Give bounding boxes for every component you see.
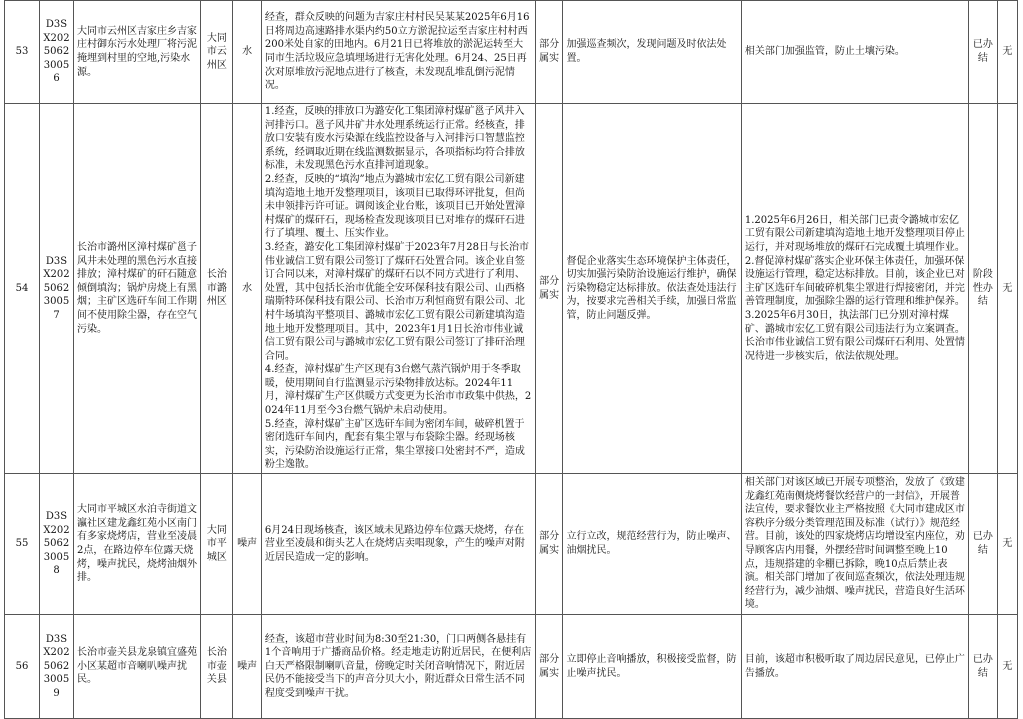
administrative-area: 长治市壶关县 bbox=[201, 615, 233, 719]
rectification-progress bbox=[741, 104, 968, 474]
completion-status: 阶段性办结 bbox=[969, 104, 998, 474]
case-code: D3SX202506230058 bbox=[40, 474, 74, 615]
row-number: 53 bbox=[5, 1, 40, 104]
rectification-progress bbox=[741, 474, 968, 615]
investigation-result-paragraph: 经查，该超市营业时间为8:30至21:30，门口两侧各悬挂有1个音响用于广播商品价格。经走地走访附近居民，在便利店白天严格限制喇叭音量，傍晚定时关闭音响情况下，附近居民仍不能接受当下的声音分贝大小，附近群众日常生活不同程度受到噪声干扰。 bbox=[264, 633, 532, 699]
rectification-progress-paragraph: 目前，该超市积极听取了周边居民意见，已停止广告播放。 bbox=[744, 653, 965, 679]
rectification-progress-paragraph: 相关部门对该区域已开展专项整治，发放了《致建龙鑫红苑南侧烧烤餐饮经营户的一封信》，开展普法宣传，要求餐饮业主严格按照《大同市建成区市容秩序分级分类管理范围及标准（试行）》规范经营。目前，该处的四家烧烤店均增设室内座位，劝导顾客店内用餐，外摆经营时间调整至晚上10点，违规搭建的伞棚已拆除，晚10点后禁止表演。相关部门增加了夜间巡查频次，依法处理违规经营行为，减少油烟、噪声扰民，营造良好生活环境。 bbox=[744, 477, 965, 611]
investigation-result bbox=[261, 104, 535, 474]
rectification-progress-paragraph: 1.2025年6月26日，相关部门已责令潞城市宏亿工贸有限公司新建填沟造地土地开发整理项目停止运行，并对现场堆放的煤矸石完成覆土填埋作业。 bbox=[744, 214, 965, 253]
investigation-result bbox=[261, 615, 535, 719]
case-code: D3SX202506230057 bbox=[40, 104, 74, 474]
row-number: 54 bbox=[5, 104, 40, 474]
verification-status: 部分属实 bbox=[535, 1, 563, 104]
handling-measure: 加强巡查频次，发现问题及时依法处置。 bbox=[563, 1, 741, 104]
rectification-progress-paragraph: 2.督促漳村煤矿落实企业环保主体责任，加强环保设施运行管理，稳定达标排放。目前，该企业已对主矿区选矸车间破碎机集尘罩进行焊接密闭，并完善管理制度，加强除尘器的运行管理和维护保养。 bbox=[744, 255, 965, 308]
case-code: D3SX202506230056 bbox=[40, 1, 74, 104]
investigation-result bbox=[261, 1, 535, 104]
verification-status: 部分属实 bbox=[535, 104, 563, 474]
handling-measure: 立行立改，规范经营行为，防止噪声、油烟扰民。 bbox=[563, 474, 741, 615]
rectification-progress bbox=[741, 615, 968, 719]
investigation-result-paragraph: 6月24日现场核查，该区域未见路边停车位露天烧烤，存在营业至凌晨和街头艺人在烧烤店卖唱现象，产生的噪声对附近居民造成一定的影响。 bbox=[264, 524, 525, 563]
investigation-result bbox=[261, 474, 535, 615]
accountability: 无 bbox=[997, 104, 1017, 474]
complaint-content: 长治市潞州区漳村煤矿邕子风井未处理的黑色污水直接排放；漳村煤矿的矸石随意倾倒填沟；锅炉房烧上有黑烟；主矿区选矸车间工作期间不使用除尘器，存在空气污染。 bbox=[74, 104, 201, 474]
table-row bbox=[5, 474, 1018, 615]
pollution-type: 水 bbox=[233, 104, 262, 474]
investigation-result-paragraph: 2.经查，反映的“填沟”地点为潞城市宏亿工贸有限公司新建填沟造地土地开发整理项目，该项目已取得环评批复，但尚未申领排污许可证。调阅该企业台账，该项目已开始处置漳村煤矿的煤矸石，现场检查发现该项目已对堆存的煤矸石进行了填埋、覆土、压实作业。 bbox=[264, 173, 525, 240]
investigation-result-paragraph: 3.经查，潞安化工集团漳村煤矿于2023年7月28日与长治市伟业诚信工贸有限公司签订了煤矸石处置合同。该企业自签订合同以来，对漳村煤矿的煤矸石以不同方式进行了利用、处置，其中包括长治市优能全安环保科技有限公司、山西格瑞斯特环保科技有限公司、长治市万利恒商贸有限公司、北村牛场填沟平整项目、潞城市宏亿工贸有限公司新建填沟造地土地开发整理项目。其中，2023年1月1日长治市伟业诚信工贸有限公司与潞城市宏亿工贸有限公司签订了排矸治理合同。 bbox=[264, 241, 529, 362]
completion-status: 已办结 bbox=[969, 474, 998, 615]
rectification-progress-paragraph: 相关部门加强监管，防止土壤污染。 bbox=[744, 46, 905, 58]
accountability: 无 bbox=[997, 1, 1017, 104]
handling-measure: 立即停止音响播放，积极接受监督，防止噪声扰民。 bbox=[563, 615, 741, 719]
table-row bbox=[5, 1, 1018, 104]
complaint-content: 长治市壶关县龙泉镇宜盛苑小区某超市音喇叭噪声扰民。 bbox=[74, 615, 201, 719]
table-row bbox=[5, 615, 1018, 719]
accountability: 无 bbox=[997, 615, 1017, 719]
row-number: 55 bbox=[5, 474, 40, 615]
completion-status: 已办结 bbox=[969, 1, 998, 104]
investigation-result-paragraph: 经查，群众反映的问题为吉家庄村村民吴某某2025年6月16日将周边高速路排水渠内约50立方淤泥拉运至吉家庄村村西200米处自家的田地内。6月21日已将堆放的淤泥运转至大同市生活垃圾应急填埋场进行无害化处理。6月24、25日再次对原堆放污泥地点进行了核查，未发现乱堆乱倒污泥情况。 bbox=[264, 12, 530, 92]
rectification-progress-paragraph: 3.2025年6月30日，执法部门已分别对漳村煤矿、潞城市宏亿工贸有限公司违法行为立案调查。长治市伟业诚信工贸有限公司煤矸石利用、处置情况待进一步核实后，依法依规处理。 bbox=[744, 309, 965, 362]
complaint-content: 大同市云州区吉家庄乡吉家庄村御东污水处理厂将污泥掩埋到村里的空地,污染水源。 bbox=[74, 1, 201, 104]
investigation-result-paragraph: 4.经查，漳村煤矿生产区现有3台燃气蒸汽锅炉用于冬季取暖，使用期间自行监测显示污染物排放达标。2024年11月，漳村煤矿生产区供暖方式变更为长治市市政集中供热，2024年11月至今3台燃气锅炉未启动使用。 bbox=[264, 364, 532, 417]
pollution-type: 水 bbox=[233, 1, 262, 104]
investigation-result-paragraph: 5.经查，漳村煤矿主矿区选矸车间为密闭车间，破碎机置于密闭选矸车间内，配套有集尘罩与布袋除尘器。经现场核实，污染防治设施运行正常，集尘罩接口处密封不严，造成粉尘逸散。 bbox=[264, 418, 525, 471]
completion-status: 已办结 bbox=[969, 615, 998, 719]
administrative-area: 长治市潞州区 bbox=[201, 104, 233, 474]
complaint-table bbox=[4, 0, 1018, 719]
verification-status: 部分属实 bbox=[535, 474, 563, 615]
administrative-area: 大同市平城区 bbox=[201, 474, 233, 615]
case-code: D3SX202506230059 bbox=[40, 615, 74, 719]
accountability: 无 bbox=[997, 474, 1017, 615]
investigation-result-paragraph: 1.经查，反映的排放口为潞安化工集团漳村煤矿邕子风井入河排污口。邕子风井矿井水处理系统运行正常。经核查，排放口安装有废水污染源在线监控设备与入河排污口智慧监控系统，经调取近期在线监测数据显示，各项指标均符合排放标准，未发现黑色污水直排河道现象。 bbox=[264, 106, 525, 172]
pollution-type: 噪声 bbox=[233, 615, 262, 719]
handling-measure: 督促企业落实生态环境保护主体责任，切实加强污染防治设施运行维护，确保污染物稳定达标排放。依法查处违法行为，按要求完善相关手续，加强日常监管，防止问题反弹。 bbox=[563, 104, 741, 474]
table-row bbox=[5, 104, 1018, 474]
administrative-area: 大同市云州区 bbox=[201, 1, 233, 104]
complaint-content: 大同市平城区水泊寺街道文瀛社区建龙鑫红苑小区南门有多家烧烤店，营业至凌晨2点，在路边停车位露天烧烤，噪声扰民，烧烤油烟外排。 bbox=[74, 474, 201, 615]
verification-status: 部分属实 bbox=[535, 615, 563, 719]
row-number: 56 bbox=[5, 615, 40, 719]
pollution-type: 噪声 bbox=[233, 474, 262, 615]
rectification-progress bbox=[741, 1, 968, 104]
